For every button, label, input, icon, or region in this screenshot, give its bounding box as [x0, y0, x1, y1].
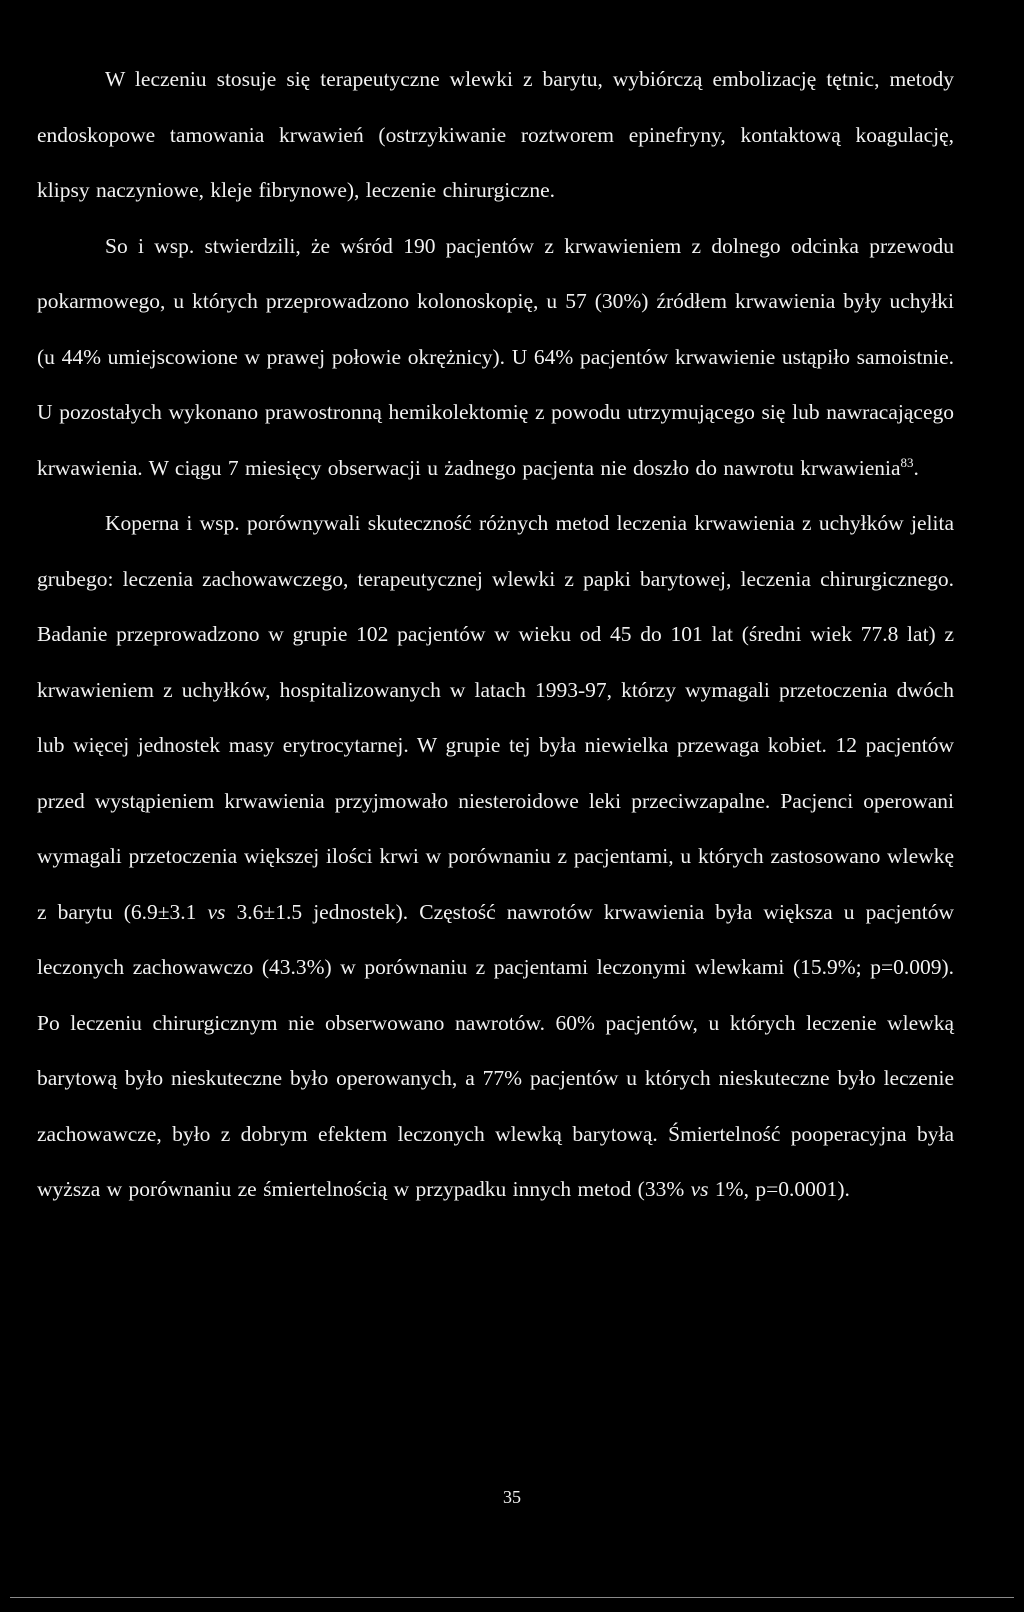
citation-superscript: 83 — [900, 454, 914, 470]
text-run: Koperna i wsp. porównywali skuteczność różnych metod leczenia krwawienia z uchyłków jelita grubego: leczenia zachowawczego, terapeutycznej wlewki z papki barytowej, leczenia chirurgicznego. Badanie przeprowadzono w grupie 102 pacjentów w wieku od 45 do 101 lat (średni wiek 77.8 lat) z krwawieniem z uchyłków, hospitalizowanych w latach 1993-97, którzy wymagali przetoczenia dwóch lub więcej jednostek masy erytrocytarnej. W grupie tej była niewielka przewaga kobiet. 12 pacjentów przed wystąpieniem krwawienia przyjmowało niesteroidowe leki przeciwzapalne. Pacjenci operowani wymagali przetoczenia większej ilości krwi w porównaniu z pacjentami, u których zastosowano wlewkę z barytu (6.9±3.1 — [37, 511, 954, 924]
text-run: W leczeniu stosuje się terapeutyczne wlewki z barytu, wybiórczą embolizację tętnic, metody endoskopowe tamowania krwawień (ostrzykiwanie roztworem epinefryny, kontaktową koagulację, klipsy naczyniowe, kleje fibrynowe), leczenie chirurgiczne. — [37, 67, 954, 202]
page-number: 35 — [503, 1487, 521, 1507]
bottom-rule — [10, 1597, 1014, 1598]
body-text — [37, 52, 954, 1218]
italic-text: vs — [207, 899, 226, 924]
text-run: So i wsp. stwierdzili, że wśród 190 pacjentów z krwawieniem z dolnego odcinka przewodu pokarmowego, u których przeprowadzono kolonoskopię, u 57 (30%) źródłem krwawienia były uchyłki (u 44% umiejscowione w prawej połowie okrężnicy). U 64% pacjentów krwawienie ustąpiło samoistnie. U pozostałych wykonano prawostronną hemikolektomię z powodu utrzymującego się lub nawracającego krwawienia. W ciągu 7 miesięcy obserwacji u żadnego pacjenta nie doszło do nawrotu krwawienia — [37, 233, 954, 480]
text-run: 1%, p=0.0001). — [708, 1177, 850, 1201]
text-run: . — [913, 455, 919, 480]
paragraph-3 — [37, 496, 954, 1218]
paragraph-1 — [37, 52, 954, 219]
text-run: 3.6±1.5 jednostek). Częstość nawrotów krwawienia była większa u pacjentów leczonych zachowawczo (43.3%) w porównaniu z pacjentami leczonymi wlewkami (15.9%; p=0.009). Po leczeniu chirurgicznym nie obserwowano nawrotów. 60% pacjentów, u których leczenie wlewką barytową było nieskuteczne było operowanych, a 77% pacjentów u których nieskuteczne było leczenie zachowawcze, było z dobrym efektem leczonych wlewką barytową. Śmiertelność pooperacyjna była wyższa w porównaniu ze śmiertelnością w przypadku innych metod (33% — [37, 899, 954, 1201]
italic-text: vs — [690, 1177, 709, 1201]
paragraph-2 — [37, 219, 954, 497]
